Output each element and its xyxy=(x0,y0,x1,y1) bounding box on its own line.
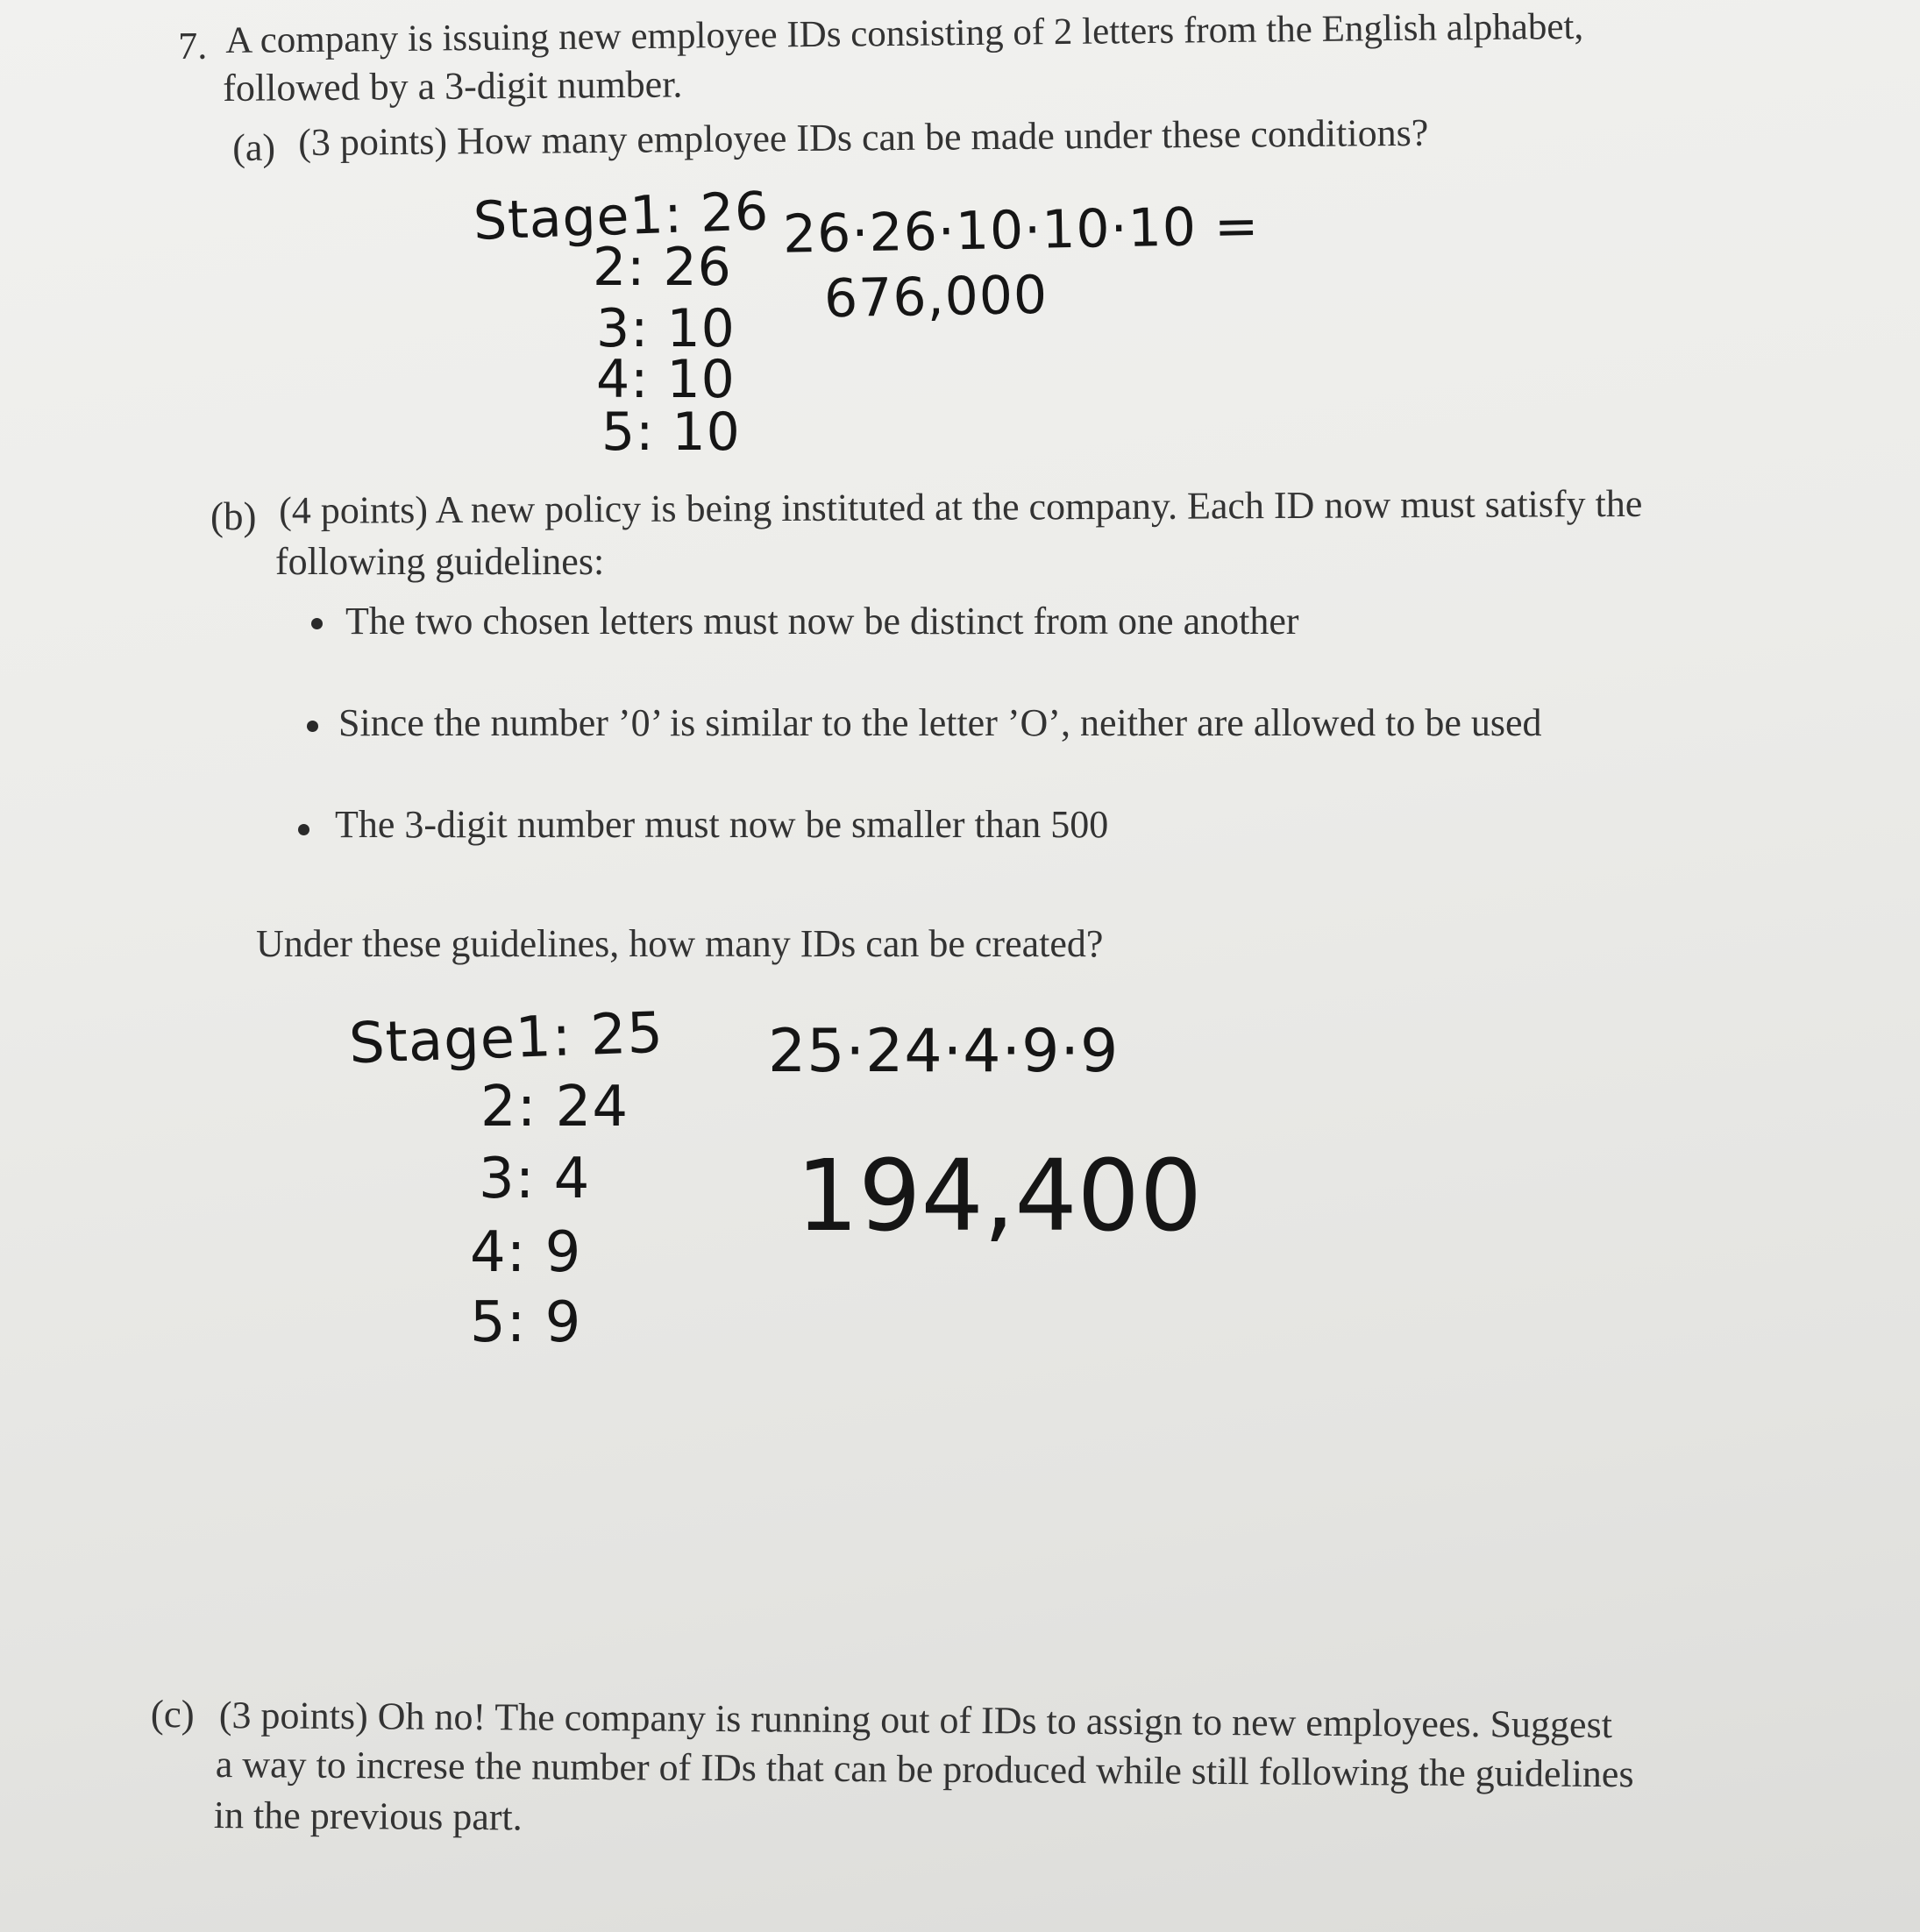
part-b-result: 194,400 xyxy=(796,1140,1203,1254)
part-a-product: 26·26·10·10·10 = xyxy=(782,195,1260,266)
guideline-under-500: The 3-digit number must now be smaller than 500 xyxy=(335,803,1109,846)
part-b-question: Under these guidelines, how many IDs can be created? xyxy=(256,922,1104,965)
part-a-result: 676,000 xyxy=(823,264,1049,330)
part-a-prompt: (3 points) How many employee IDs can be made under these conditions? xyxy=(298,110,1429,164)
part-b-prompt-line1: (4 points) A new policy is being instituted at the company. Each ID now must satisfy the xyxy=(279,481,1643,532)
guideline-no-zero-or-o: Since the number ’0’ is similar to the letter ’O’, neither are allowed to be used xyxy=(338,701,1542,744)
question-number: 7. xyxy=(178,24,208,67)
part-b-stage4: 4: 9 xyxy=(470,1220,582,1285)
part-b-stage5: 5: 9 xyxy=(470,1290,582,1355)
part-c-prompt-line1: (3 points) Oh no! The company is running out of IDs to assign to new employees. Suggest xyxy=(218,1694,1613,1747)
part-c-prompt-line2: a way to increse the number of IDs that can be produced while still following the guidelines xyxy=(215,1743,1634,1796)
part-b-stage1: Stage1: 25 xyxy=(347,1000,665,1077)
question-text-line1: A company is issuing new employee IDs consisting of 2 letters from the English alphabet, xyxy=(225,5,1584,61)
part-a-stage4: 4: 10 xyxy=(596,349,736,410)
part-a-stage5: 5: 10 xyxy=(601,401,741,463)
part-c-label: (c) xyxy=(150,1692,195,1737)
bullet-icon xyxy=(311,618,323,629)
part-a-stage1: Stage1: 26 xyxy=(472,181,771,252)
part-b-stage3: 3: 4 xyxy=(479,1147,591,1211)
part-a-stage2: 2: 26 xyxy=(593,237,732,298)
part-b-label: (b) xyxy=(210,494,257,538)
part-b-stage2: 2: 24 xyxy=(480,1075,629,1140)
question-text-line2: followed by a 3-digit number. xyxy=(223,62,683,110)
part-b-product: 25·24·4·9·9 xyxy=(768,1017,1120,1086)
part-c-prompt-line3: in the previous part. xyxy=(213,1793,523,1839)
guideline-distinct-letters: The two chosen letters must now be distinct from one another xyxy=(345,600,1299,643)
bullet-icon xyxy=(307,721,318,732)
part-a-label: (a) xyxy=(232,125,276,169)
part-b-prompt-line2: following guidelines: xyxy=(275,540,605,583)
part-a-stage3: 3: 10 xyxy=(596,298,736,359)
bullet-icon xyxy=(298,824,309,835)
